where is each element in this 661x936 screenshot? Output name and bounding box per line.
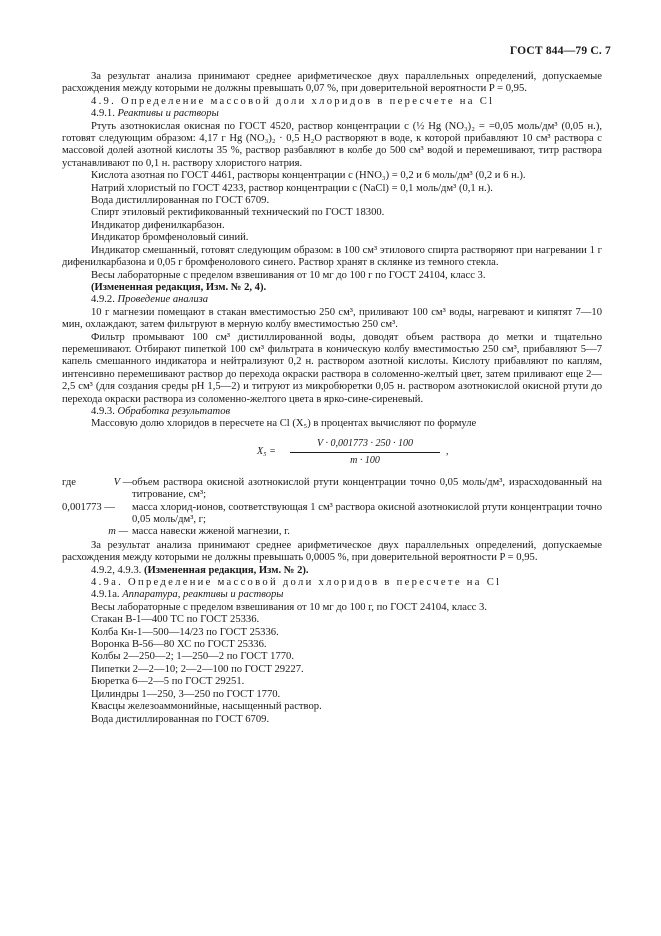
definition-text: масса хлорид-ионов, соответствующая 1 см³ раствора окисной азотнокислой ртути концентрации точно 0,05 моль/дм³, г; — [132, 501, 602, 525]
paragraph: 10 г магнезии помещают в стакан вместимостью 250 см³, приливают 100 см³ воды, нагревают и кипятят 7—10 мин, охлаждают, затем фильтруют в мерную колбу вместимостью 250 см³. — [62, 306, 602, 331]
formula-denominator: m · 100 — [350, 455, 380, 467]
paragraph: Фильтр промывают 100 см³ дистиллированной воды, доводят объем раствора до метки и тщательно перемешивают. Отбирают пипеткой 100 см³ фильтрата в коническую колбу вместимостью 250 см³, прибавляют 5—7 капель смешанного индикатора и нейтрализуют 0,2 н. раствором азотной кислоты. Кислоту прибавляют по каплям, интенсивно перемешивают раствор до перехода окраски раствора в соломенно-желтый цвет, затем приливают еще 2—2,5 см³ (для создания среды pH 1,5—2) и титруют из микробюретки 0,05 н. раствором азотнокислой окисной ртути до перехода окраски раствора из соломенно-желтого цвета в ярко-сине-сиреневый. — [62, 331, 602, 405]
definition-constant — [62, 502, 602, 527]
paragraph: Индикатор смешанный, готовят следующим образом: в 100 см³ этилового спирта растворяют при нагревании 1 г дифенилкарбазона и 0,05 г бромфенолового синего. Раствор хранят в склянке из темного стекла. — [62, 244, 602, 269]
subsection-number: 4.9.2. — [91, 294, 115, 306]
subsection-number: 4.9.3. — [91, 405, 115, 417]
formula-fraction — [290, 438, 440, 468]
subsection-heading-4-9-1a — [62, 589, 602, 601]
subsection-title: Обработка результатов — [117, 405, 231, 417]
definition-symbol — [62, 477, 132, 489]
paragraph: Натрий хлористый по ГОСТ 4233, раствор концентрации c (NaCl) = 0,1 моль/дм³ (0,1 н.). — [91, 182, 493, 194]
paragraph: Вода дистиллированная по ГОСТ 6709. — [91, 713, 270, 725]
symbol-m-text: m — — [108, 526, 128, 538]
paragraph: Вода дистиллированная по ГОСТ 6709. — [91, 195, 270, 207]
subsection-number: 4.9.1а. — [91, 589, 120, 601]
subsection-heading-4-9-2 — [62, 294, 602, 306]
subsection-number: 4.9.1. — [91, 108, 115, 120]
paragraph: Колба Кн-1—500—14/23 по ГОСТ 25336. — [91, 626, 279, 638]
subsection-title: Аппаратура, реактивы и растворы — [122, 589, 284, 601]
paragraph: Весы лабораторные с пределом взвешивания от 10 мг до 100 г по ГОСТ 24104, класс 3. — [91, 269, 486, 281]
formula-trailing: , — [446, 445, 449, 457]
paragraph: Весы лабораторные с пределом взвешивания от 10 мг до 100 г, по ГОСТ 24104, класс 3. — [91, 601, 487, 613]
symbol-m — [62, 526, 132, 538]
formula-numerator: V · 0,001773 · 250 · 100 — [290, 438, 440, 453]
formula-lhs: X₅ = — [257, 445, 276, 457]
amendment-note — [62, 565, 602, 577]
paragraph: Ртуть азотнокислая окисная по ГОСТ 4520, раствор концентрации c (½ Hg (NO₃)₂ = =0,05 моль/дм³ (0,05 н.), готовят следующим образом: 4,17 г Hg (NO₃)₂ · 0,5 H₂O растворяют в воде, к которой прибавляют 10 см³ раствора с массовой долей азотной кислоты 35 %, раствор разбавляют в колбе до 500 см³ водой и перемешивают, титр раствора устанавливают по 0,1 н. раствору хлористого натрия. — [62, 120, 602, 169]
paragraph: Массовую долю хлоридов в пересчете на Cl (X₅) в процентах вычисляют по формуле — [91, 418, 477, 430]
paragraph: Кислота азотная по ГОСТ 4461, растворы концентрации c (HNO₃) = 0,2 и 6 моль/дм³ (0,2 и 6 н.). — [91, 170, 526, 182]
subsection-heading-4-9-1 — [62, 108, 602, 120]
paragraph: Индикатор дифенилкарбазон. — [91, 219, 225, 231]
symbol-v: V — — [113, 476, 132, 488]
where-label: где — [62, 476, 76, 488]
paragraph: Спирт этиловый ректификованный технический по ГОСТ 18300. — [91, 207, 385, 219]
page-body — [62, 71, 602, 726]
definition-v — [62, 477, 602, 502]
amendment-clauses: 4.9.2, 4.9.3. — [91, 564, 142, 576]
subsection-heading-4-9-3 — [62, 406, 602, 418]
section-heading-4-9: 4.9. Определение массовой доли хлоридов в пересчете на Cl — [91, 95, 495, 107]
paragraph: Колбы 2—250—2; 1—250—2 по ГОСТ 1770. — [91, 651, 294, 663]
paragraph: Индикатор бромфеноловый синий. — [91, 232, 249, 244]
paragraph: Пипетки 2—2—10; 2—2—100 по ГОСТ 29227. — [91, 663, 304, 675]
paragraph: За результат анализа принимают среднее арифметическое двух параллельных определений, допускаемые расхождения между которыми не должны превышать 0,07 %, при доверительной вероятности P = 0,95. — [62, 71, 602, 95]
formula — [62, 437, 602, 473]
paragraph: Стакан В-1—400 ТС по ГОСТ 25336. — [91, 614, 260, 626]
amendment-note: (Измененная редакция, Изм. № 2, 4). — [91, 281, 267, 293]
definition-text: масса навески жженой магнезии, г. — [132, 526, 290, 538]
amendment-label: (Измененная редакция, Изм. № 2). — [143, 564, 309, 576]
page-header: ГОСТ 844—79 С. 7 — [509, 45, 611, 57]
symbol-constant: 0,001773 — — [62, 501, 115, 513]
paragraph: За результат анализа принимают среднее арифметическое двух параллельных определений, допускаемые расхождения между которыми не должны превышать 0,0005 %, при доверительной вероятности P = 0,95. — [62, 539, 602, 564]
section-heading-4-9a: 4.9а. Определение массовой доли хлоридов в пересчете на Cl — [91, 577, 502, 589]
paragraph: Воронка В-56—80 ХС по ГОСТ 25336. — [91, 639, 267, 651]
subsection-title: Проведение анализа — [117, 294, 209, 306]
paragraph: Цилиндры 1—250, 3—250 по ГОСТ 1770. — [91, 688, 281, 700]
definition-text: объем раствора окисной азотнокислой ртути концентрации точно 0,05 моль/дм³, израсходованный на титрование, см³; — [132, 476, 602, 501]
subsection-title: Реактивы и растворы — [117, 108, 219, 120]
paragraph: Квасцы железоаммонийные, насыщенный раствор. — [91, 701, 322, 713]
paragraph: Бюретка 6—2—5 по ГОСТ 29251. — [91, 676, 245, 688]
definition-m — [62, 526, 602, 538]
